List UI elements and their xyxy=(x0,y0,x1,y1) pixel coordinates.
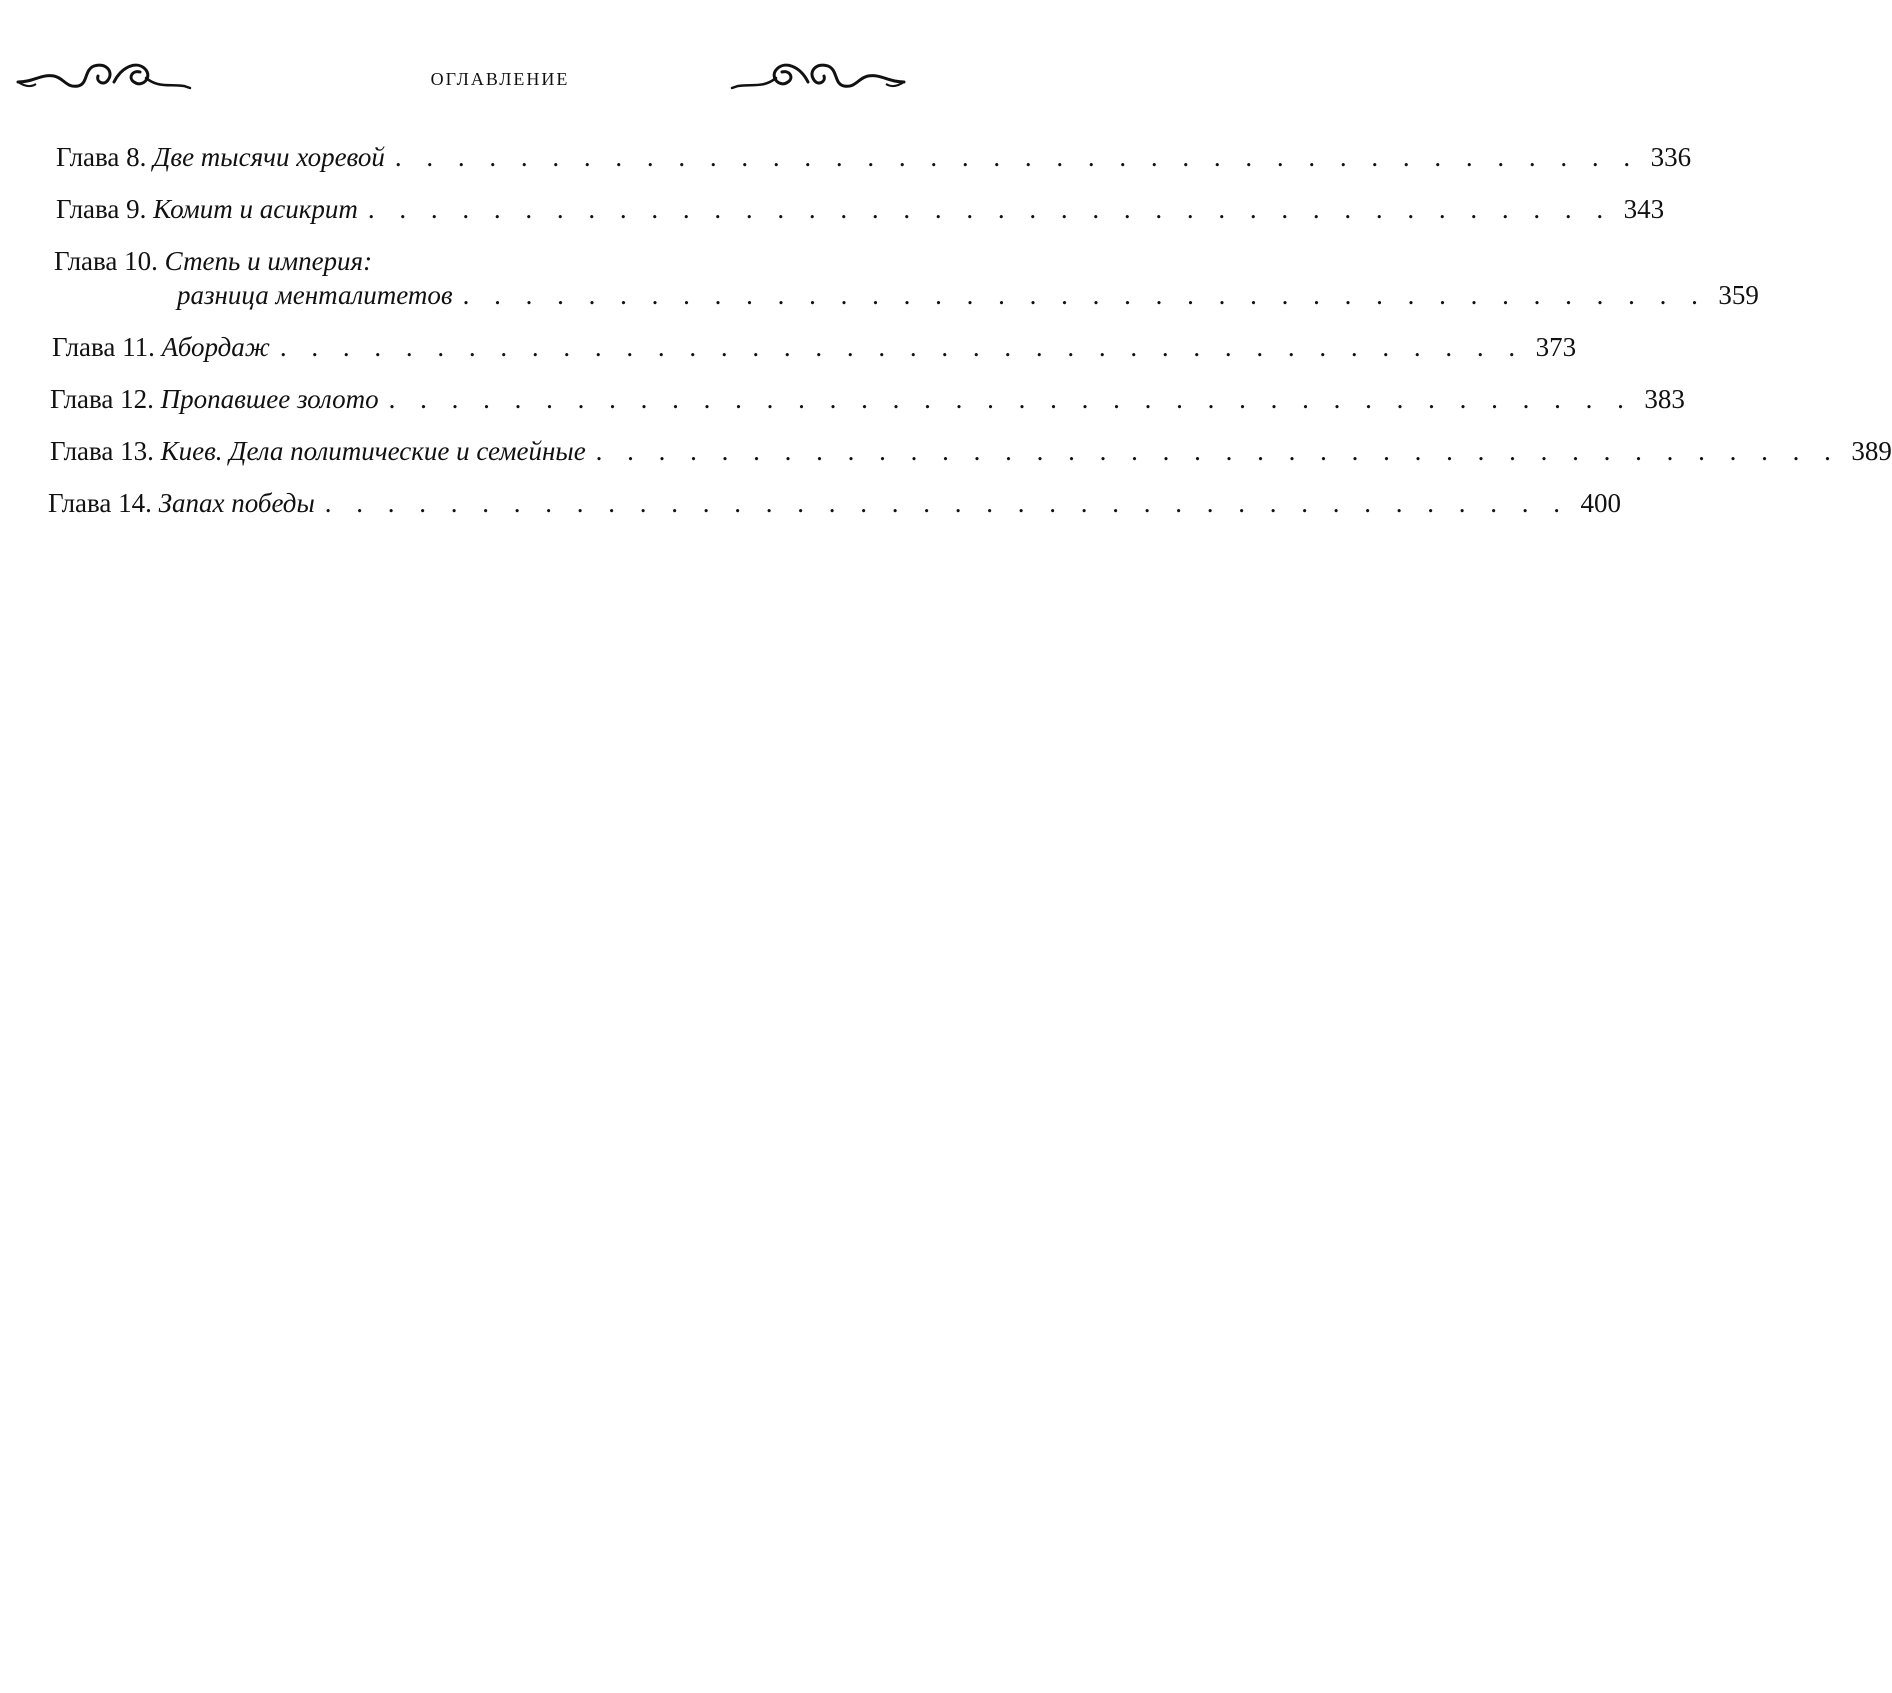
toc-page-number: 336 xyxy=(1650,142,1692,172)
toc-chapter-title: Киев. Дела политические и семейные xyxy=(160,436,586,466)
toc-chapter-number: Глава 10. xyxy=(54,246,158,276)
toc-chapter-number: Глава 8. xyxy=(56,142,147,172)
toc-page-number: 400 xyxy=(1580,488,1622,518)
toc-chapter-number: Глава 13. xyxy=(50,436,154,466)
toc-chapter-title: Пропавшее золото xyxy=(160,384,379,414)
toc-entry-8[interactable] xyxy=(56,140,1692,174)
page-title: оглавление xyxy=(430,64,570,91)
flourish-ornament-icon xyxy=(728,48,908,104)
toc-page-number: 373 xyxy=(1535,332,1577,362)
toc-entry-12[interactable] xyxy=(50,382,1685,416)
toc-entry-13[interactable] xyxy=(50,434,1892,468)
toc-chapter-number: Глава 11. xyxy=(52,332,155,362)
toc-entry-9[interactable] xyxy=(56,192,1665,226)
toc-chapter-title: Запах победы xyxy=(158,488,315,518)
toc-leader-dots: . . . . . . . . . . . . . . . . . . . . . . . . . . . . . . . . . . . . . . . . xyxy=(367,194,1613,224)
toc-chapter-number: Глава 14. xyxy=(48,488,152,518)
toc-entry-11[interactable] xyxy=(52,330,1577,364)
toc-page-number: 383 xyxy=(1644,384,1685,414)
page-header xyxy=(0,40,1000,110)
toc-leader-dots: . . . . . . . . . . . . . . . . . . . . . . . . . . . . . . . . . . . . . . . . xyxy=(394,142,1640,172)
toc-leader-dots: . . . . . . . . . . . . . . . . . . . . . . . . . . . . . . . . . . . . . . . . xyxy=(595,436,1840,466)
toc-chapter-number: Глава 9. xyxy=(56,194,147,224)
toc-leader-dots: . . . . . . . . . . . . . . . . . . . . . . . . . . . . . . . . . . . . . . . . xyxy=(324,488,1570,518)
toc-entry-14[interactable] xyxy=(48,486,1622,520)
toc-chapter-title: Две тысячи хоревой xyxy=(153,142,385,172)
toc-leader-dots: . . . . . . . . . . . . . . . . . . . . . . . . . . . . . . . . . . . . . . . . xyxy=(279,332,1525,362)
toc-entry-10[interactable] xyxy=(54,244,1759,312)
toc-chapter-title-continued: разница менталитетов xyxy=(177,280,453,310)
toc-chapter-number: Глава 12. xyxy=(50,384,154,414)
toc-chapter-title: Абордаж xyxy=(161,332,270,362)
toc-page-number: 389 xyxy=(1851,436,1892,466)
toc-page-number: 343 xyxy=(1623,194,1665,224)
toc-leader-dots: . . . . . . . . . . . . . . . . . . . . . . . . . . . . . . . . . . . . . . . . xyxy=(462,280,1707,310)
toc-chapter-title: Степь и империя: xyxy=(164,246,373,276)
toc-page-number: 359 xyxy=(1718,280,1759,310)
toc-leader-dots: . . . . . . . . . . . . . . . . . . . . . . . . . . . . . . . . . . . . . . . . xyxy=(388,384,1633,414)
toc-chapter-title: Комит и асикрит xyxy=(153,194,358,224)
